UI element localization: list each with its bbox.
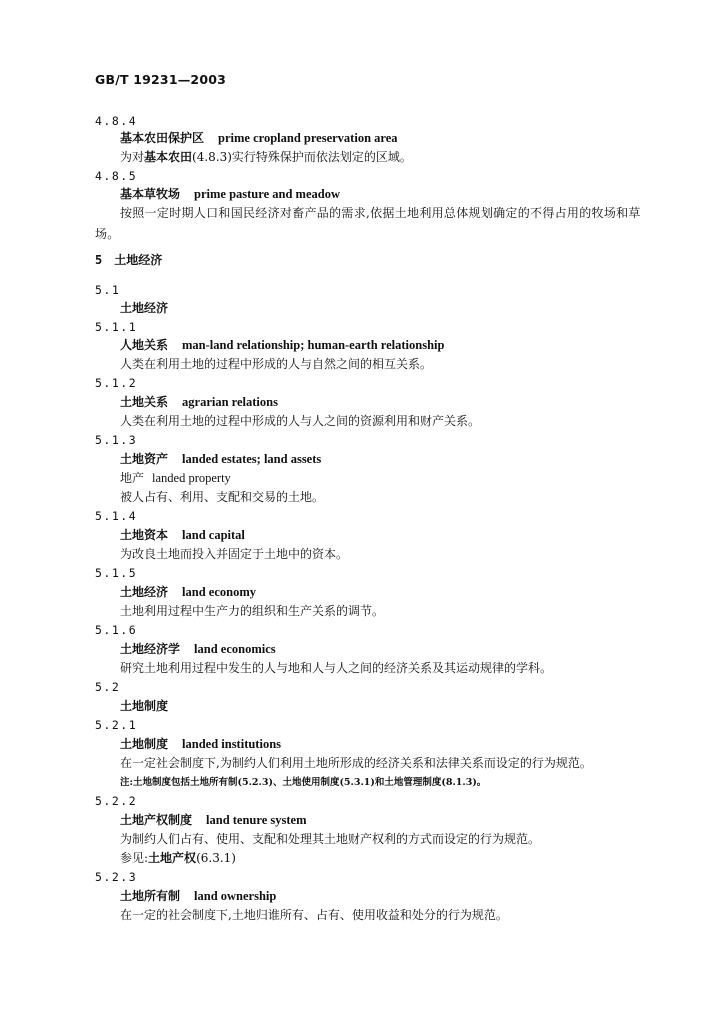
- clause-number: 5.1.1: [95, 320, 138, 334]
- clause-number: 5.1.3: [95, 433, 138, 447]
- section-heading: [95, 252, 162, 268]
- section-number: 5: [95, 253, 103, 267]
- see-label: 参见:: [120, 851, 149, 865]
- term-entry: [120, 451, 321, 467]
- clause-number: 5.1.2: [95, 376, 138, 390]
- term-entry: [120, 394, 278, 410]
- term-zh: 土地所有制: [120, 889, 181, 903]
- term-entry: [120, 888, 276, 904]
- admitted-term: [120, 470, 231, 486]
- clause-number: 5.1: [95, 283, 121, 297]
- term-zh: 土地关系: [120, 395, 169, 409]
- definition: 按照一定时期人口和国民经济对畜产品的需求,依据土地利用总体规划确定的不得占用的牧场和草场。: [95, 206, 641, 241]
- term-zh: 土地经济学: [120, 642, 181, 656]
- term-zh: 土地资产: [120, 452, 169, 466]
- term-entry: [120, 641, 276, 657]
- term-en: land economy: [182, 585, 256, 599]
- alias-zh: 地产: [120, 471, 145, 485]
- term-en: land tenure system: [206, 813, 307, 827]
- standard-header: GB/T 19231—2003: [95, 72, 227, 87]
- definition: 研究土地利用过程中发生的人与地和人与人之间的经济关系及其运动规律的学科。: [120, 661, 553, 675]
- term-zh: 土地制度: [120, 737, 169, 751]
- term-en: agrarian relations: [182, 395, 278, 409]
- see-ref: (6.3.1): [196, 851, 236, 865]
- term-en: land ownership: [194, 889, 277, 903]
- term-en: land economics: [194, 642, 276, 656]
- term-en: landed institutions: [182, 737, 282, 751]
- clause-number: 5.2.3: [95, 870, 138, 884]
- definition: [120, 149, 412, 165]
- definition: 被人占有、利用、支配和交易的土地。: [120, 490, 325, 504]
- section-title: 土地经济: [114, 253, 163, 267]
- term-entry: [120, 186, 340, 202]
- term-zh: 土地经济: [120, 585, 169, 599]
- clause-number: 5.2.1: [95, 718, 138, 732]
- term-en: man-land relationship; human-earth relationship: [182, 338, 445, 352]
- term-entry: [120, 130, 398, 146]
- term-entry: [120, 584, 256, 600]
- clause-number: 5.1.5: [95, 566, 138, 580]
- definition: 在一定社会制度下,为制约人们利用土地所形成的经济关系和法律关系而设定的行为规范。: [120, 756, 592, 770]
- term-zh: 人地关系: [120, 338, 169, 352]
- term-en: prime cropland preservation area: [218, 131, 398, 145]
- clause-number: 5.2: [95, 680, 121, 694]
- term-en: prime pasture and meadow: [194, 187, 340, 201]
- clause-number: 5.2.2: [95, 794, 138, 808]
- definition-pre: 为对: [120, 150, 145, 164]
- definition: 为制约人们占有、使用、支配和处理其土地财产权利的方式而设定的行为规范。: [120, 832, 541, 846]
- subsection-title: 土地经济: [120, 301, 169, 315]
- term-zh: 土地产权制度: [120, 813, 193, 827]
- term-en: landed estates; land assets: [182, 452, 322, 466]
- clause-number: 5.1.6: [95, 623, 138, 637]
- term-zh: 土地资本: [120, 528, 169, 542]
- clause-number: 4.8.4: [95, 114, 138, 128]
- clause-number: 4.8.5: [95, 169, 138, 183]
- definition: 土地利用过程中生产力的组织和生产关系的调节。: [120, 604, 385, 618]
- term-en: land capital: [182, 528, 245, 542]
- definition-post: (4.8.3)实行特殊保护而依法划定的区域。: [192, 150, 412, 164]
- see-also: [120, 850, 236, 866]
- term-entry: [120, 812, 306, 828]
- subsection-title: 土地制度: [120, 699, 169, 713]
- term-entry: [120, 527, 245, 543]
- see-term: 土地产权: [148, 851, 197, 865]
- definition: 在一定的社会制度下,土地归谁所有、占有、使用收益和处分的行为规范。: [120, 908, 508, 922]
- alias-en: landed property: [152, 471, 231, 485]
- definition: 人类在利用土地的过程中形成的人与自然之间的相互关系。: [120, 357, 433, 371]
- term-entry: [120, 736, 281, 752]
- clause-number: 5.1.4: [95, 509, 138, 523]
- term-entry: [120, 337, 444, 353]
- term-zh: 基本农田保护区: [120, 131, 205, 145]
- definition-bold-term: 基本农田: [144, 150, 193, 164]
- note: 注:土地制度包括土地所有制(5.2.3)、土地使用制度(5.3.1)和土地管理制度(8.1.3)。: [120, 777, 487, 788]
- definition: 人类在利用土地的过程中形成的人与人之间的资源利用和财产关系。: [120, 414, 481, 428]
- term-zh: 基本草牧场: [120, 187, 181, 201]
- definition: 为改良土地而投入并固定于土地中的资本。: [120, 547, 349, 561]
